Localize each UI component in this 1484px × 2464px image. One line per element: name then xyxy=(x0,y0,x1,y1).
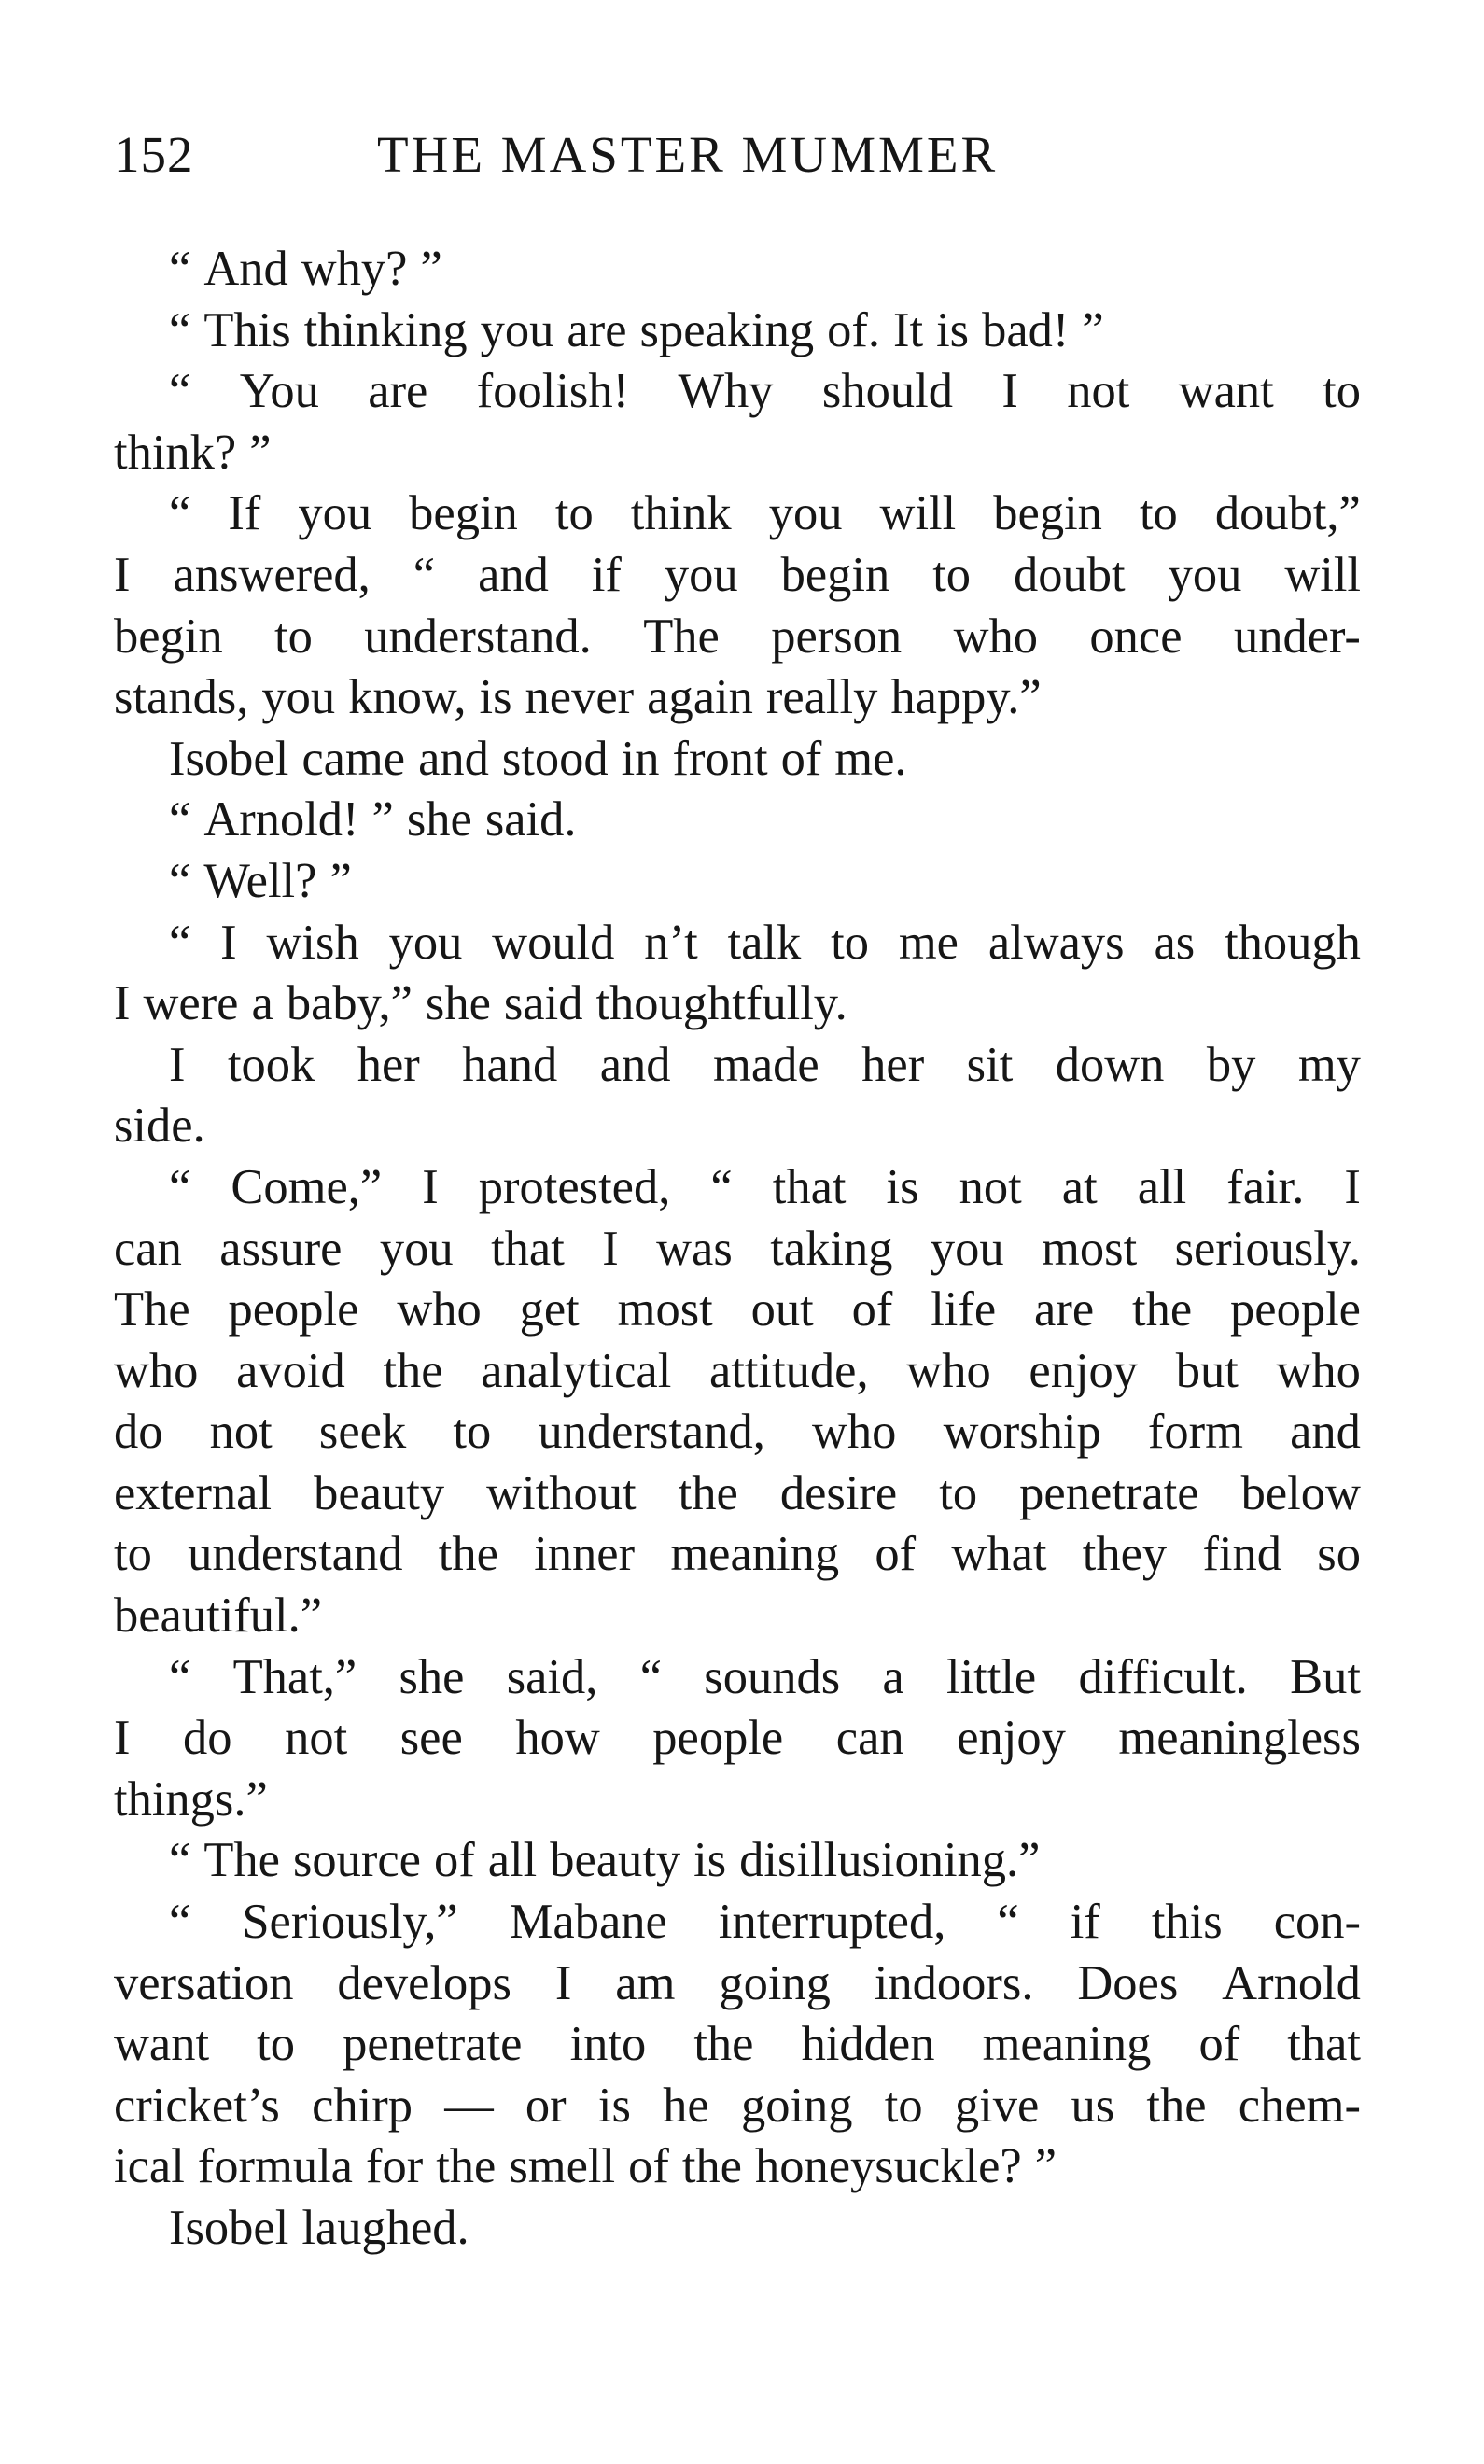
text-line: external beauty without the desire to penetrate below xyxy=(114,1465,1361,1520)
text-line: “ Arnold! ” she said. xyxy=(169,792,577,847)
text-line: side. xyxy=(114,1099,205,1154)
text-line: who avoid the analytical attitude, who enjoy but who xyxy=(114,1343,1361,1398)
text-line: versation develops I am going indoors. Does Arnold xyxy=(114,1955,1361,2010)
text-line: I answered, “ and if you begin to doubt you will xyxy=(114,547,1361,602)
text-line: stands, you know, is never again really happy.” xyxy=(114,670,1042,725)
text-line: “ And why? ” xyxy=(169,242,442,296)
text-line: I took her hand and made her sit down by my xyxy=(169,1037,1361,1092)
text-line: beautiful.” xyxy=(114,1589,323,1644)
text-line: ical formula for the smell of the honeysuckle? ” xyxy=(114,2139,1057,2194)
text-line: want to penetrate into the hidden meaning of that xyxy=(114,2017,1361,2072)
text-line: “ I wish you would n’t talk to me always as though xyxy=(169,915,1361,970)
text-line: to understand the inner meaning of what they find so xyxy=(114,1527,1361,1582)
text-line: The people who get most out of life are the people xyxy=(114,1282,1361,1337)
text-line: “ This thinking you are speaking of. It is bad! ” xyxy=(169,302,1104,357)
page-number: 152 xyxy=(114,126,194,183)
text-line: I do not see how people can enjoy meaningless xyxy=(114,1711,1361,1766)
text-line: things.” xyxy=(114,1771,268,1827)
text-line: can assure you that I was taking you most seriously. xyxy=(114,1221,1361,1276)
text-line: “ Come,” I protested, “ that is not at all fair. I xyxy=(169,1159,1361,1214)
text-line: Isobel came and stood in front of me. xyxy=(169,731,907,786)
text-line: do not seek to understand, who worship form and xyxy=(114,1405,1361,1460)
text-line: cricket’s chirp — or is he going to give us the chem- xyxy=(114,2078,1361,2133)
text-line: “ Well? ” xyxy=(169,853,352,908)
text-line: Isobel laughed. xyxy=(169,2201,469,2255)
text-line: “ If you begin to think you will begin to doubt,” xyxy=(169,486,1361,541)
text-line: I were a baby,” she said thoughtfully. xyxy=(114,976,847,1031)
text-line: “ You are foolish! Why should I not want to xyxy=(169,364,1361,419)
text-line: “ The source of all beauty is disillusioning.” xyxy=(169,1833,1041,1888)
text-line: “ That,” she said, “ sounds a little difficult. But xyxy=(169,1649,1361,1704)
text-line: “ Seriously,” Mabane interrupted, “ if this con- xyxy=(169,1895,1361,1950)
text-line: begin to understand. The person who once under- xyxy=(114,609,1361,664)
text-line: think? ” xyxy=(114,425,272,480)
running-head: THE MASTER MUMMER xyxy=(377,126,999,183)
body-text xyxy=(114,239,1361,2260)
